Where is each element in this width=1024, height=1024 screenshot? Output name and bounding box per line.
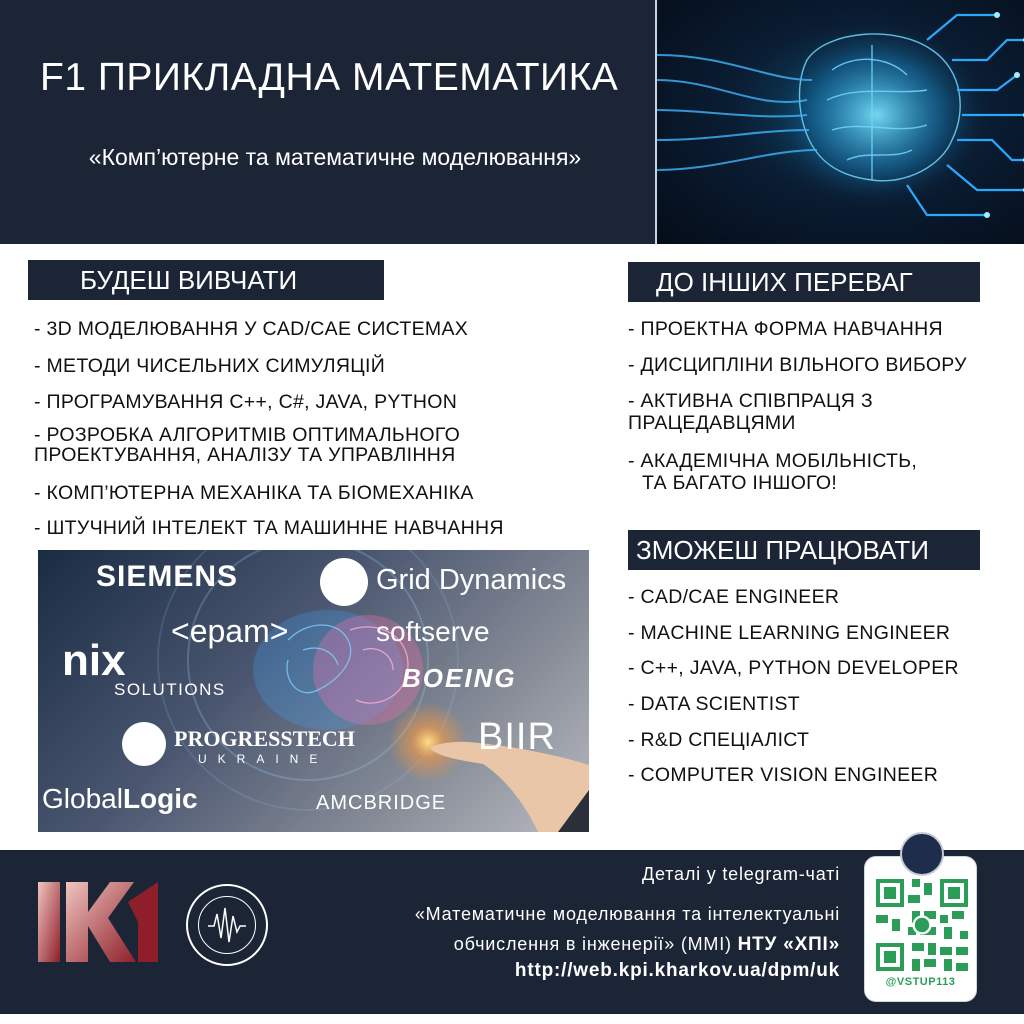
qr-handle: @VSTUP113 bbox=[885, 976, 956, 988]
amcbridge-logo: AMCBRIDGE bbox=[316, 792, 447, 814]
boeing-logo: BOEING bbox=[402, 663, 517, 693]
department-seal bbox=[186, 884, 268, 966]
list-item: - ДИСЦИПЛІНИ ВІЛЬНОГО ВИБОРУ bbox=[628, 354, 967, 376]
page-title: F1 ПРИКЛАДНА МАТЕМАТИКА bbox=[40, 56, 619, 99]
list-item: - АКАДЕМІЧНА МОБІЛЬНІСТЬ, bbox=[628, 450, 918, 472]
globallogic-bold: Logic bbox=[122, 783, 198, 814]
list-item: - MACHINE LEARNING ENGINEER bbox=[628, 622, 951, 644]
brain-circuit-icon bbox=[657, 0, 1024, 244]
nix-solutions-logo: SOLUTIONS bbox=[114, 680, 226, 699]
footer-chat-name-line1: «Математичне моделювання та інтелектуальні bbox=[414, 904, 840, 924]
list-item: ПРАЦЕДАВЦЯМИ bbox=[628, 412, 796, 434]
progresstech-logo: PROGRESSTECH bbox=[174, 726, 355, 751]
seal-wave-icon bbox=[188, 886, 266, 964]
list-item: - МЕТОДИ ЧИСЕЛЬНИХ СИМУЛЯЦІЙ bbox=[34, 355, 386, 377]
siemens-logo: SIEMENS bbox=[96, 560, 239, 593]
applied-math-badge bbox=[900, 832, 944, 876]
footer-url-link[interactable]: http://web.kpi.kharkov.ua/dpm/uk bbox=[514, 960, 840, 981]
grid-dynamics-logo: Grid Dynamics bbox=[376, 564, 567, 596]
footer-university: НТУ «ХПІ» bbox=[737, 934, 840, 955]
list-item: - КОМП’ЮТЕРНА МЕХАНІКА ТА БІОМЕХАНІКА bbox=[34, 482, 474, 504]
list-item: - CAD/CAE ENGINEER bbox=[628, 586, 840, 608]
footer-chat-name-suffix: обчислення в інженерії» (ММІ) bbox=[453, 934, 732, 954]
list-item: - 3D МОДЕЛЮВАННЯ У CAD/CAE СИСТЕМАХ bbox=[34, 318, 469, 340]
careers-heading-bar bbox=[628, 530, 980, 570]
footer-telegram-line: Деталі у telegram-чаті bbox=[641, 864, 840, 884]
progresstech-globe-icon bbox=[122, 722, 166, 766]
partners-collage bbox=[38, 550, 589, 832]
list-item: - АКТИВНА СПІВПРАЦЯ З bbox=[628, 390, 873, 412]
list-item: ПРОЕКТУВАННЯ, АНАЛІЗУ ТА УПРАВЛІННЯ bbox=[34, 444, 456, 466]
biir-logo: BIIR bbox=[478, 716, 556, 758]
grid-dynamics-icon bbox=[320, 558, 368, 606]
ikm-logo bbox=[38, 882, 158, 962]
list-item: - РОЗРОБКА АЛГОРИТМІВ ОПТИМАЛЬНОГО bbox=[34, 424, 461, 446]
globallogic-light: Global bbox=[42, 783, 123, 814]
list-item: - R&D СПЕЦІАЛІСТ bbox=[628, 729, 810, 751]
advantages-heading-bar bbox=[628, 262, 980, 302]
list-item: ТА БАГАТО ІНШОГО! bbox=[642, 472, 838, 494]
softserve-logo: softserve bbox=[376, 616, 490, 647]
epam-logo: <epam> bbox=[171, 613, 289, 649]
study-heading-bar bbox=[28, 260, 384, 300]
ikm-logo-icon bbox=[38, 882, 158, 962]
globallogic-logo bbox=[42, 783, 198, 815]
list-item: - DATA SCIENTIST bbox=[628, 693, 801, 715]
progresstech-country: UKRAINE bbox=[198, 752, 329, 766]
list-item: - COMPUTER VISION ENGINEER bbox=[628, 764, 939, 786]
list-item: - C++, JAVA, PYTHON DEVELOPER bbox=[628, 657, 959, 679]
ai-brain-image bbox=[655, 0, 1024, 244]
study-heading: БУДЕШ ВИВЧАТИ bbox=[80, 265, 298, 295]
careers-heading: ЗМОЖЕШ ПРАЦЮВАТИ bbox=[636, 535, 929, 565]
qr-code-icon[interactable] bbox=[872, 875, 972, 975]
list-item: - ПРОГРАМУВАННЯ C++, C#, JAVA, PYTHON bbox=[34, 391, 458, 413]
list-item: - ПРОЕКТНА ФОРМА НАВЧАННЯ bbox=[628, 318, 943, 340]
nix-logo: nix bbox=[62, 636, 126, 685]
advantages-heading: ДО ІНШИХ ПЕРЕВАГ bbox=[656, 267, 913, 297]
footer-chat-name-line2 bbox=[454, 934, 840, 956]
page-subtitle: «Комп’ютерне та математичне моделювання» bbox=[88, 144, 582, 170]
list-item: - ШТУЧНИЙ ІНТЕЛЕКТ ТА МАШИННЕ НАВЧАННЯ bbox=[34, 517, 504, 539]
